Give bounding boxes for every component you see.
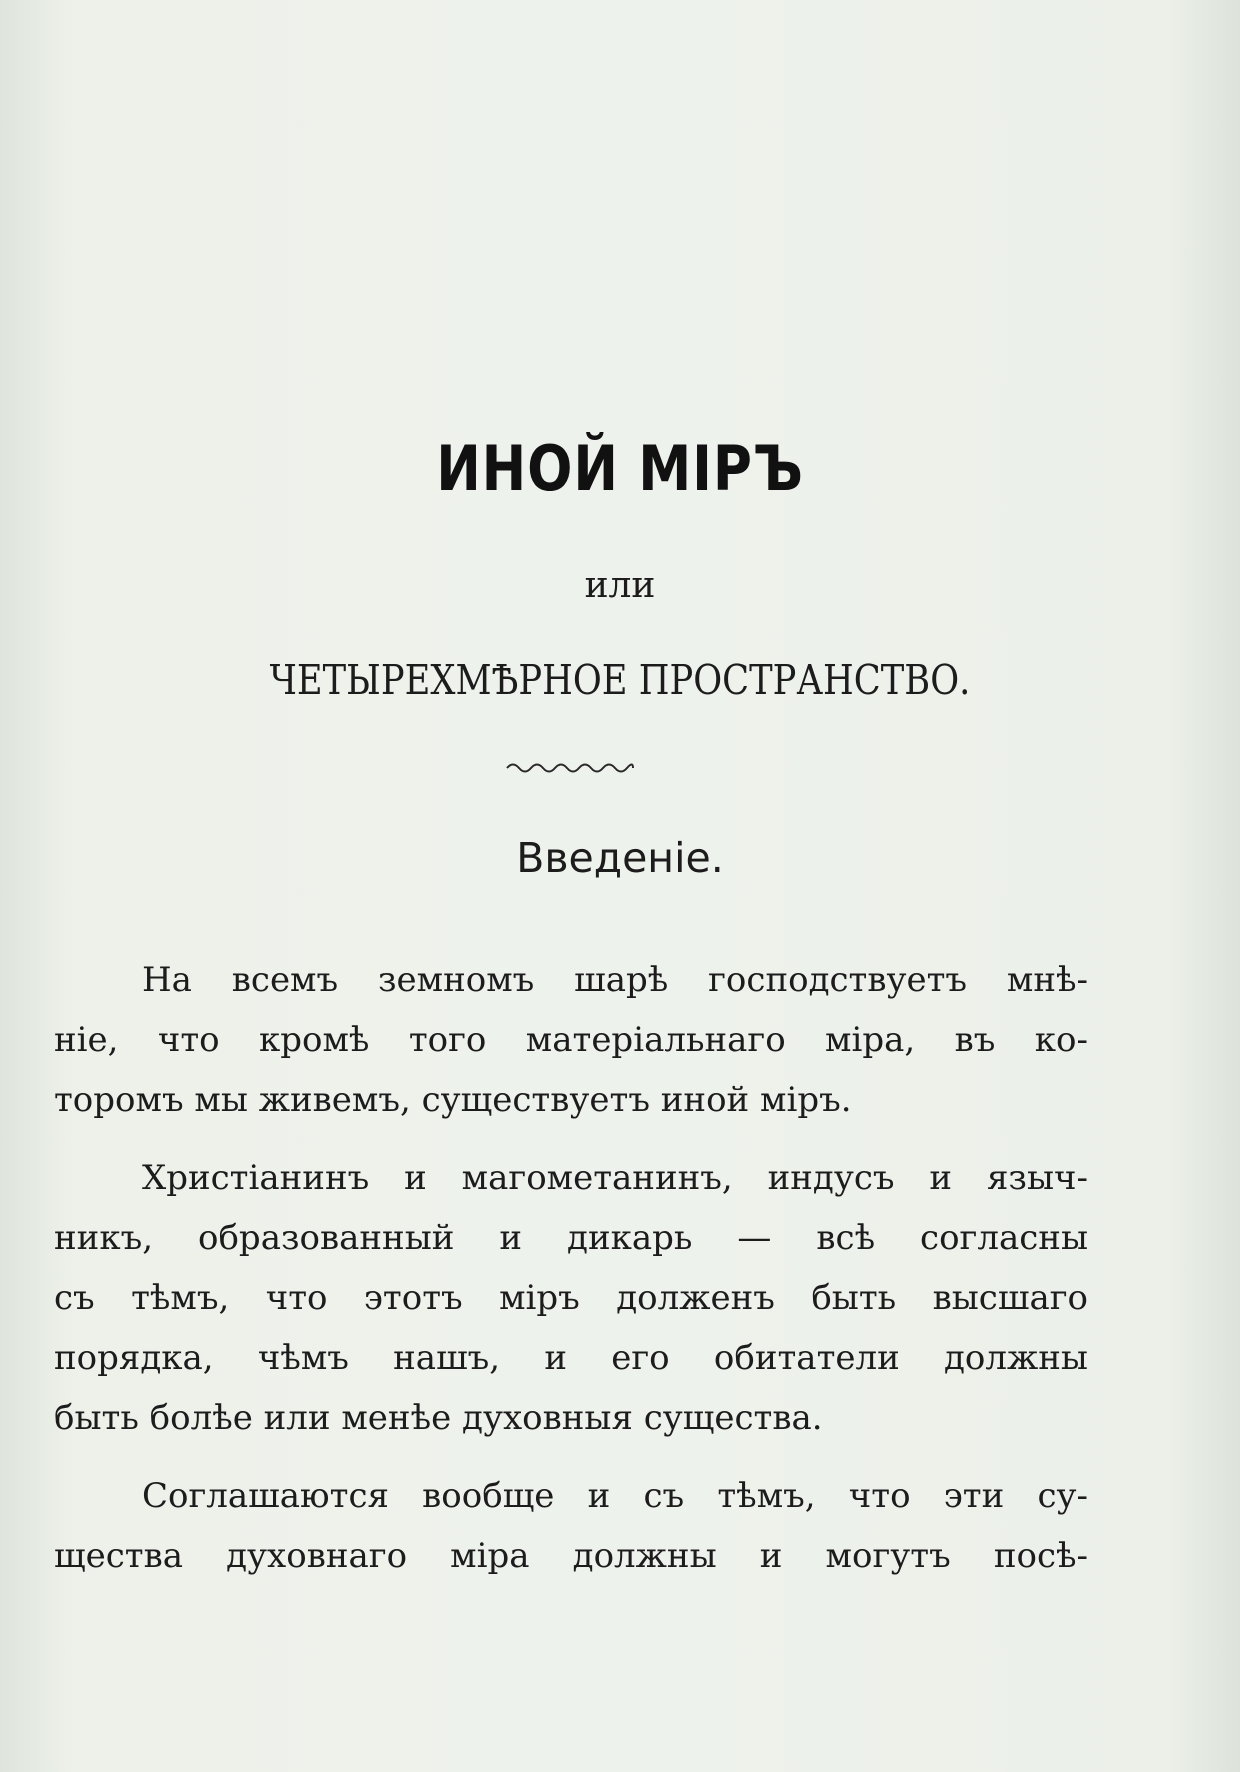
subtitle: ЧЕТЫРЕХМѢРНОЕ ПРОСТРАНСТВО. bbox=[269, 656, 971, 704]
paragraph bbox=[54, 1148, 1088, 1448]
subtitle-connector: или bbox=[584, 565, 656, 606]
text-line: Христіанинъ и магометанинъ, индусъ и языч- bbox=[142, 1158, 1088, 1198]
paragraph bbox=[54, 1466, 1088, 1586]
text-line: торомъ мы живемъ, существуетъ иной міръ. bbox=[54, 1080, 852, 1120]
wavy-divider-ornament bbox=[505, 758, 635, 778]
text-line: съ тѣмъ, что этотъ міръ долженъ быть высшаго bbox=[54, 1278, 1088, 1318]
book-title: ИНОЙ МІРЪ bbox=[436, 432, 804, 505]
text-line: Соглашаются вообще и съ тѣмъ, что эти су- bbox=[142, 1476, 1088, 1516]
text-line: быть болѣе или менѣе духовныя существа. bbox=[54, 1398, 823, 1438]
text-line: порядка, чѣмъ нашъ, и его обитатели должны bbox=[54, 1338, 1088, 1378]
text-line: На всемъ земномъ шарѣ господствуетъ мнѣ- bbox=[142, 960, 1088, 1000]
body-text bbox=[54, 950, 1088, 1586]
section-heading: Введеніе. bbox=[516, 834, 724, 882]
text-line: щества духовнаго міра должны и могутъ посѣ- bbox=[54, 1536, 1088, 1576]
text-line: ніе, что кромѣ того матеріальнаго міра, въ ко- bbox=[54, 1020, 1088, 1060]
paragraph bbox=[54, 950, 1088, 1130]
text-line: никъ, образованный и дикарь — всѣ согласны bbox=[54, 1218, 1088, 1258]
